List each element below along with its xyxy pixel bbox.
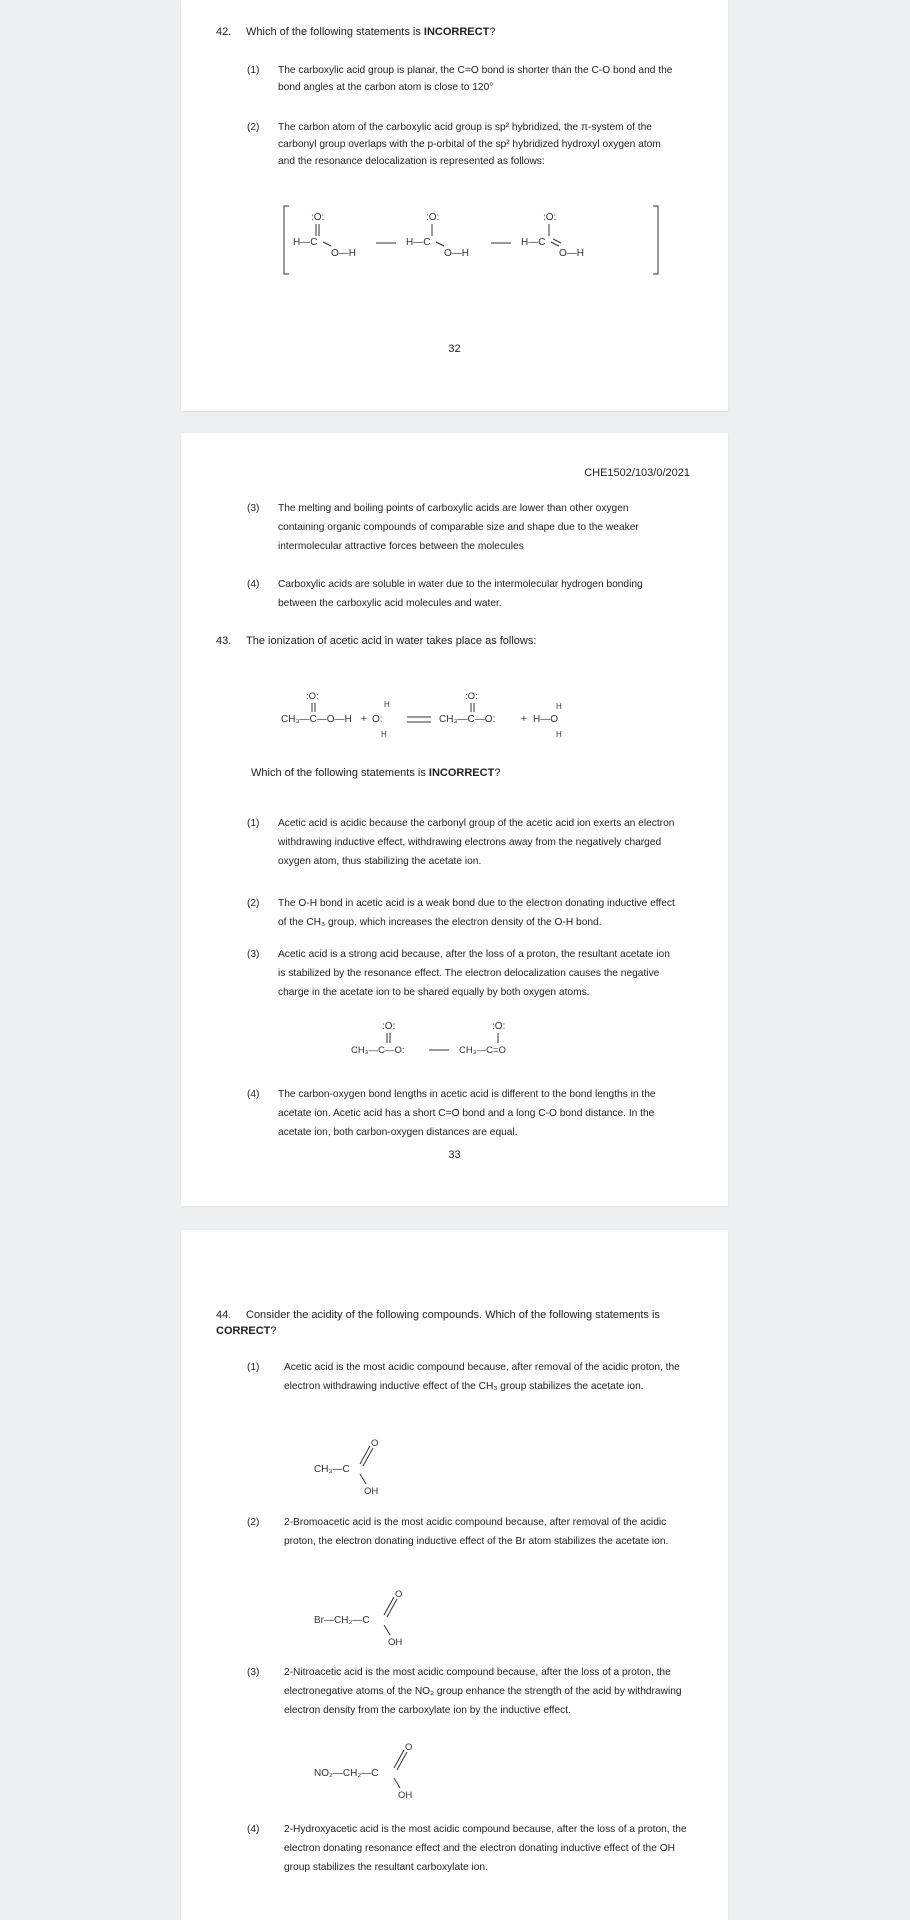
right-bracket xyxy=(653,206,658,274)
question-44-stem: 44. Consider the acidity of the following compounds. Which of the following statements is CORRECT? xyxy=(216,1309,660,1337)
svg-text::O:: :O: xyxy=(382,1021,396,1032)
svg-text:OH: OH xyxy=(388,1637,403,1648)
question-43-stem: 43. The ionization of acetic acid in water takes place as follows: xyxy=(216,635,537,647)
svg-text:H: H xyxy=(556,702,562,711)
left-bracket xyxy=(284,206,289,274)
resonance-structure-2 xyxy=(406,212,469,259)
nitroacetic-acid-structure xyxy=(314,1740,484,1802)
svg-text::O:: :O: xyxy=(465,691,478,702)
q43-option-1: (1) Acetic acid is acidic because the carbonyl group of the acetic acid ion exerts an electron withdrawing inductive effect, withdrawing electrons away from the negatively charged oxygen atom, thus stabilizing the acetate ion. xyxy=(247,818,675,867)
acetic-acid-ionization-equation xyxy=(281,687,611,743)
svg-text:O—H: O—H xyxy=(444,248,469,259)
svg-text:+: + xyxy=(361,714,367,725)
page-number: 33 xyxy=(448,1149,461,1161)
svg-text:O: O xyxy=(395,1589,403,1600)
svg-text:H: H xyxy=(381,730,387,739)
acetate-resonance-diagram xyxy=(351,1015,541,1065)
question-42-stem: 42. Which of the following statements is INCORRECT? xyxy=(216,26,496,38)
q42-option-4: (4) Carboxylic acids are soluble in water due to the intermolecular hydrogen bonding between the carboxylic acid molecules and water. xyxy=(247,579,643,609)
svg-text:NO₂—CH₂—C: NO₂—CH₂—C xyxy=(314,1768,379,1779)
svg-text:O—H: O—H xyxy=(331,248,356,259)
course-code: CHE1502/103/0/2021 xyxy=(584,467,690,479)
question-43-sub-stem: Which of the following statements is INCORRECT? xyxy=(251,767,501,779)
svg-text:O: O xyxy=(371,1438,379,1449)
q43-option-2: (2) The O-H bond in acetic acid is a weak bond due to the electron donating inductive effect of the CH₃ group, which increases the electron density of the O-H bond. xyxy=(247,898,675,928)
svg-text:CH₃—C—O:: CH₃—C—O: xyxy=(351,1045,405,1056)
q42-option-3: (3) The melting and boiling points of carboxylic acids are lower than other oxygen containing organic compounds of comparable size and shape due to the weaker intermolecular attractive forces between the molecules xyxy=(247,503,639,552)
svg-text::O:: :O: xyxy=(543,212,557,223)
q43-option-4: (4) The carbon-oxygen bond lengths in acetic acid is different to the bond lengths in the acetate ion. Acetic acid has a short C=O bond and a long C-O bond distance. In the acetate ion, both carbon-oxygen distances are equal. xyxy=(247,1089,656,1138)
svg-text::O:: :O: xyxy=(311,212,325,223)
svg-text:CH₃—C=O: CH₃—C=O xyxy=(459,1045,506,1056)
svg-text:O: O xyxy=(405,1742,413,1753)
svg-text:O—H: O—H xyxy=(559,248,584,259)
q44-option-4: (4) 2-Hydroxyacetic acid is the most acidic compound because, after the loss of a proton, the electron donating resonance effect and the electron donating inductive effect of the OH group stabilizes the resultant carboxylate ion. xyxy=(247,1824,687,1873)
q44-option-2: (2) 2-Bromoacetic acid is the most acidic compound because, after removal of the acidic proton, the electron donating inductive effect of the Br atom stabilizes the acetate ion. xyxy=(247,1517,669,1547)
svg-text:H—O: H—O xyxy=(533,714,558,725)
q44-option-3: (3) 2-Nitroacetic acid is the most acidic compound because, after the loss of a proton, the electronegative atoms of the NO₂ group enhance the strength of the acid by withdrawing electron density from the carboxylate ion by the inductive effect. xyxy=(247,1667,682,1716)
svg-text:Br—CH₂—C: Br—CH₂—C xyxy=(314,1615,370,1626)
svg-text:H: H xyxy=(384,700,390,709)
svg-text::O:: :O: xyxy=(492,1021,506,1032)
svg-text:H—C: H—C xyxy=(293,237,318,248)
page-34 xyxy=(181,1230,728,1920)
q44-option-1: (1) Acetic acid is the most acidic compound because, after removal of the acidic proton, the electron withdrawing inductive effect of the CH₃ group stabilizes the acetate ion. xyxy=(247,1362,680,1392)
svg-text:O:: O: xyxy=(372,714,383,725)
svg-text:+: + xyxy=(521,714,527,725)
q42-option-2: (2) The carbon atom of the carboxylic acid group is sp² hybridized, the π-system of the carbonyl group overlaps with the p-orbital of the sp² hybridized hydroxyl oxygen atom and the resonance delocalization is represented as follows: xyxy=(247,122,661,167)
bromoacetic-acid-structure xyxy=(314,1587,474,1649)
acetic-acid-structure xyxy=(314,1436,454,1498)
q42-option-1: (1) The carboxylic acid group is planar, the C=O bond is shorter than the C-O bond and the bond angles at the carbon atom is close to 120° xyxy=(247,65,673,93)
resonance-structures-diagram xyxy=(281,198,661,278)
q43-option-3: (3) Acetic acid is a strong acid because, after the loss of a proton, the resultant acetate ion is stabilized by the resonance effect. The electron delocalization causes the negative charge in the acetate ion to be shared equally by both oxygen atoms. xyxy=(247,949,670,998)
svg-text:H—C: H—C xyxy=(406,237,431,248)
svg-text:CH₃—C—O—H: CH₃—C—O—H xyxy=(281,714,352,725)
svg-text::O:: :O: xyxy=(426,212,440,223)
page-33 xyxy=(181,433,728,1206)
svg-text:CH₃—C—O:: CH₃—C—O: xyxy=(439,714,496,725)
svg-text::O:: :O: xyxy=(306,691,319,702)
svg-text:H: H xyxy=(556,730,562,739)
svg-text:OH: OH xyxy=(398,1790,413,1801)
page-32 xyxy=(181,0,728,411)
resonance-structure-3 xyxy=(521,212,584,259)
resonance-structure-1 xyxy=(293,212,356,259)
svg-text:H—C: H—C xyxy=(521,237,546,248)
page-number: 32 xyxy=(448,343,461,355)
svg-text:CH₃—C: CH₃—C xyxy=(314,1464,350,1475)
svg-text:OH: OH xyxy=(364,1486,379,1497)
